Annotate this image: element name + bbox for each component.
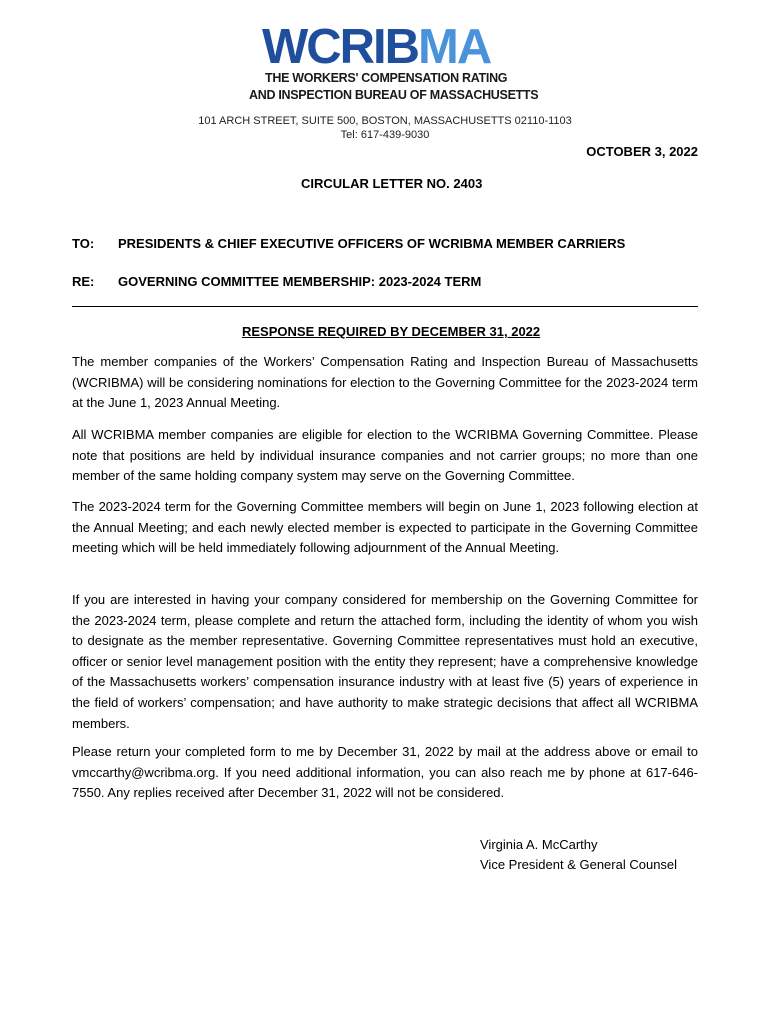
response-required-heading: RESPONSE REQUIRED BY DECEMBER 31, 2022 [242,324,541,339]
letter-date: OCTOBER 3, 2022 [586,144,698,159]
body-paragraph-4: If you are interested in having your company considered for membership on the Governing Committee for the 2023-2024 term, please complete and return the attached form, including the identity of whom you wish to designate as the member representative. Governing Committee representatives must hold an executive, officer or senior level management position with the entity they represent; have a comprehensive knowledge of the Massachusetts workers’ compensation insurance industry with at least five (5) years of experience in the field of workers’ compensation; and have authority to make strategic decisions that affect all WCRIBMA members. [72,592,698,731]
logo-text-wcrib: WCRIB [262,20,419,74]
re-label: RE: [72,274,95,289]
body-paragraph-5: Please return your completed form to me by December 31, 2022 by mail at the address above or email to vmccarthy@wcribma.org. If you need additional information, you can also reach me by phone at 617-646-7550. Any replies received after December 31, 2022 will not be considered. [72,744,698,801]
header-divider [72,306,698,307]
circular-letter-number: CIRCULAR LETTER NO. 2403 [301,176,483,191]
signatory-name: Virginia A. McCarthy [480,837,598,852]
body-paragraph-1: The member companies of the Workers’ Compensation Rating and Inspection Bureau of Massachusetts (WCRIBMA) will be considering nominations for election to the Governing Committee for the 2023-2024 term at the June 1, 2023 Annual Meeting. [72,354,698,411]
body-paragraph-3: The 2023-2024 term for the Governing Committee members will begin on June 1, 2023 following election at the Annual Meeting; and each newly elected member is expected to participate in the Governing Committee meeting which will be held immediately following adjournment of the Annual Meeting. [72,499,698,556]
letterhead-phone: Tel: 617-439-9030 [340,129,430,141]
re-subject: GOVERNING COMMITTEE MEMBERSHIP: 2023-2024 TERM [118,274,482,289]
org-name-line-2: AND INSPECTION BUREAU OF MASSACHUSETTS [249,88,539,102]
signatory-title: Vice President & General Counsel [480,857,678,872]
org-name-line-1: THE WORKERS' COMPENSATION RATING [265,71,508,85]
to-label: TO: [72,236,95,251]
logo-text-ma: MA [418,20,491,74]
wcribma-logo [262,20,502,74]
to-recipients: PRESIDENTS & CHIEF EXECUTIVE OFFICERS OF WCRIBMA MEMBER CARRIERS [118,236,626,251]
letterhead-address: 101 ARCH STREET, SUITE 500, BOSTON, MASSACHUSETTS 02110-1103 [198,115,572,127]
body-paragraph-2: All WCRIBMA member companies are eligible for election to the WCRIBMA Governing Committee. Please note that positions are held by individual insurance companies and not carrier groups; no more than one member of the same holding company system may serve on the Governing Committee. [72,427,698,484]
